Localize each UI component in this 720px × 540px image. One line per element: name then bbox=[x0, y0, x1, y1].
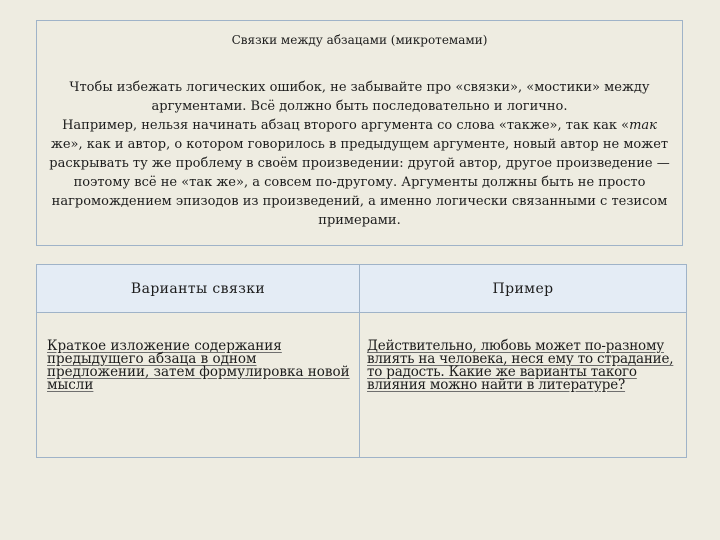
info-text-segment: Например, нельзя начинать абзац второго аргумента со слова «также», так как « bbox=[62, 118, 630, 133]
info-paragraph-2 bbox=[45, 116, 674, 230]
info-body bbox=[45, 78, 674, 230]
cell-example-text: Действительно, любовь может по-разному влиять на человека, неся ему то страдание, то радость. Какие же варианты такого влияния можно найти в литературе? bbox=[367, 338, 674, 393]
info-title: Связки между абзацами (микротемами) bbox=[231, 33, 488, 47]
info-box bbox=[36, 20, 683, 246]
cell-variant-text: Краткое изложение содержания предыдущего абзаца в одном предложении, затем формулировка новой мысли bbox=[47, 338, 350, 393]
header-example: Пример bbox=[360, 265, 687, 313]
info-paragraph-1: Чтобы избежать логических ошибок, не забывайте про «связки», «мостики» между аргументами. Всё должно быть последовательно и логично. bbox=[69, 80, 650, 114]
links-table bbox=[36, 264, 687, 458]
table-row bbox=[37, 313, 687, 458]
header-variants: Варианты связки bbox=[37, 265, 360, 313]
info-text-segment: же», как и автор, о котором говорилось в предыдущем аргументе, новый автор не может раскрывать ту же проблему в своём произведении: другой автор, другое произведение — поэтому всё не «так же», а совсем по-другому. Аргументы должны быть не просто нагромождением эпизодов из произведений, а именно логически связанными с тезисом примерами. bbox=[49, 137, 670, 228]
table-header-row bbox=[37, 265, 687, 313]
cell-variant bbox=[37, 313, 360, 458]
cell-example bbox=[360, 313, 687, 458]
info-italic-word: так bbox=[629, 118, 657, 133]
